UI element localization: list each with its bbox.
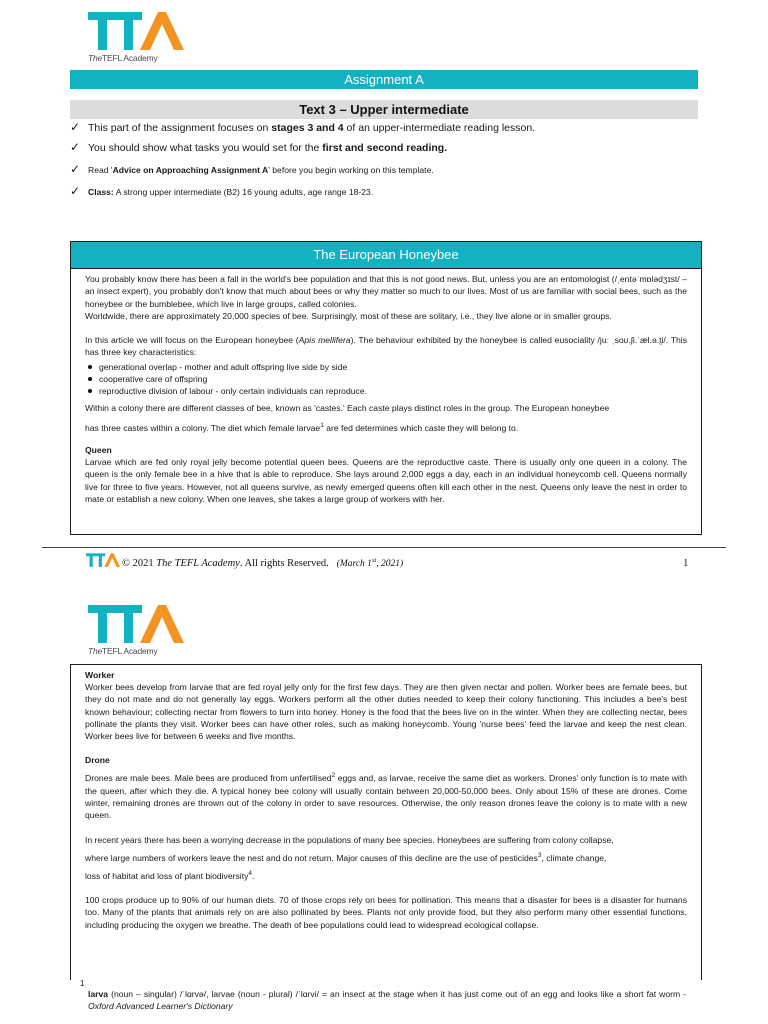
footer-rule — [42, 547, 726, 548]
logo-tagline: TheTEFL Academy — [88, 646, 158, 656]
paragraph: Drones are male bees. Male bees are produced from unfertilised$^2$ eggs and, as larvae, receive the same diet as workers. Drones' only function is to mate with the queen, after which they die. A typical honey bee colony will usually contain between 20,000-50,000 bees. Only about 15% of these are drones. Come winter, remaining drones are thrown out of the colony in order to save resources. Otherwise, the only reason drones leave the colony is to mate with a new queen. — [85, 772, 687, 821]
logo-tagline: TheTEFL Academy — [88, 53, 158, 63]
paragraph: where large numbers of workers leave the nest and do not return. Major causes of this decline are the use of pesticides$^3$, climate change, — [85, 851, 607, 863]
reading-text-body — [71, 269, 701, 505]
paragraph: Worker bees develop from larvae that are fed royal jelly only for the first few days. They are then given nectar and pollen. Worker bees are female bees, but they do not mate and do not generally lay eggs. Workers perform all the other duties needed to keep their colony functioning. This includes a bee's best known behaviour; collecting nectar from flowers to turn into honey. Honey is the food that the bees live on in the winter. When they are collecting nectar, bees pollinate the plants they visit. Worker bees can have other roles, such as making honeycomb. Young 'nurse bees' feed the larvae and keep the nest clean. Worker bees live for between 6 weeks and five months. — [85, 682, 687, 742]
list-item: reproductive division of labour - only certain individuals can reproduce. — [85, 385, 687, 397]
reading-text-box — [70, 241, 702, 535]
paragraph: In recent years there has been a worrying decrease in the populations of many bee species. Honeybees are suffering from colony collapse, — [85, 834, 614, 845]
text-title: Text 3 – Upper intermediate — [70, 100, 698, 119]
paragraph: Worldwide, there are approximately 20,000 species of bee. Surprisingly, most of these are solitary, i.e., they live alone or in smaller groups. — [85, 310, 612, 321]
footer-copyright: © 2021 The TEFL Academy. All rights Reserved. (March 1st, 2021) — [122, 557, 404, 570]
section-heading: Queen — [85, 445, 112, 456]
section-heading: Drone — [85, 755, 110, 766]
paragraph: has three castes within a colony. The diet which female larvae$^1$ are fed determines which caste they will belong to. — [85, 421, 519, 433]
reading-text-title: The European Honeybee — [71, 242, 701, 269]
check-icon: ✓ — [70, 184, 81, 198]
instruction-item: ✓ You should show what tasks you would set for the first and second reading. — [70, 140, 448, 154]
check-icon: ✓ — [70, 162, 81, 176]
footer-logo — [86, 553, 120, 573]
instruction-item: ✓ This part of the assignment focuses on stages 3 and 4 of an upper-intermediate reading lesson. — [70, 120, 536, 134]
reading-text-body — [71, 665, 701, 931]
footnote-number: 1 — [80, 979, 85, 988]
page-number: 1 — [683, 557, 689, 569]
list-item: generational overlap - mother and adult offspring live side by side — [85, 361, 687, 373]
tta-logo-mark — [86, 553, 120, 568]
footnote-ref: 4 — [248, 869, 252, 877]
tta-logo-mark — [88, 605, 184, 645]
paragraph: loss of habitat and loss of plant biodiversity$^4$. — [85, 869, 255, 881]
tta-logo-mark — [88, 12, 184, 52]
instructions-list — [70, 121, 698, 199]
instruction-item: ✓ Read 'Advice on Approaching Assignment A' before you begin working on this template. — [70, 162, 434, 176]
reading-text-box-continued — [70, 664, 702, 980]
footnote-ref: 1 — [320, 421, 324, 429]
tta-logo — [88, 12, 188, 70]
section-heading: Worker — [85, 670, 115, 680]
paragraph: In this article we will focus on the European honeybee (Apis mellifera). The behaviour exhibited by the honeybee is called eusociality /juː ˌsoʊ.ʃi.ˈæl.ə.t̬i/. This has three key characteristics: — [85, 335, 687, 358]
check-icon: ✓ — [70, 140, 81, 154]
paragraph: Larvae which are fed only royal jelly become potential queen bees. Queens are the reproductive caste. There is usually only one queen in a colony. The queen is the only female bee in a hive that is able to reproduce. She lays around 2,000 eggs a day, each in an individual honeycomb cell. Queens normally live for three to five years. However, not all queens survive, as newly emerged queens often kill each other in the nest. Queens only leave the nest in order to mate or establish a new colony. When one leaves, she takes a large group of workers with her. — [85, 457, 687, 505]
paragraph: You probably know there has been a fall in the world's bee population and that this is not good news. But, unless you are an entomologist (/ˌentəˈmɒlədʒɪst/ – an insect expert), you probably don't know that much about bees or why they matter so much to our lives. Most of us are familiar with social bees, such as the honeybee or the bumblebee, which live in large groups, called colonies. — [85, 274, 687, 309]
assignment-title: Assignment A — [70, 70, 698, 89]
paragraph: Within a colony there are different classes of bee, known as 'castes.' Each caste plays distinct roles in the group. The European honeybee — [85, 402, 610, 413]
list-item: cooperative care of offspring — [85, 373, 687, 385]
characteristics-list — [85, 361, 687, 398]
footnote-ref: 2 — [331, 772, 336, 780]
check-icon: ✓ — [70, 120, 81, 134]
tta-logo — [88, 605, 188, 663]
footnote: 1 larva (noun – singular) /ˈlɑrvə/, larvae (noun - plural) /ˈlɑrvi/ = an insect at the stage when it has just come out of an egg and looks like a short fat worm - Oxford Advanced Learner's Dictionary — [80, 979, 686, 1011]
paragraph: 100 crops produce up to 90% of our human diets. 70 of those crops rely on bees for pollination. This means that a disaster for bees is a disaster for humans too. Many of the plants that animals rely on are also pollinated by bees. Plants not only provide food, but they also perform many other essential functions, including producing the oxygen we breathe. The death of bee populations could lead to widespread ecological collapse. — [85, 895, 687, 930]
instruction-item: ✓ Class: A strong upper intermediate (B2) 16 young adults, age range 18-23. — [70, 184, 374, 198]
footnote-ref: 3 — [537, 851, 542, 859]
